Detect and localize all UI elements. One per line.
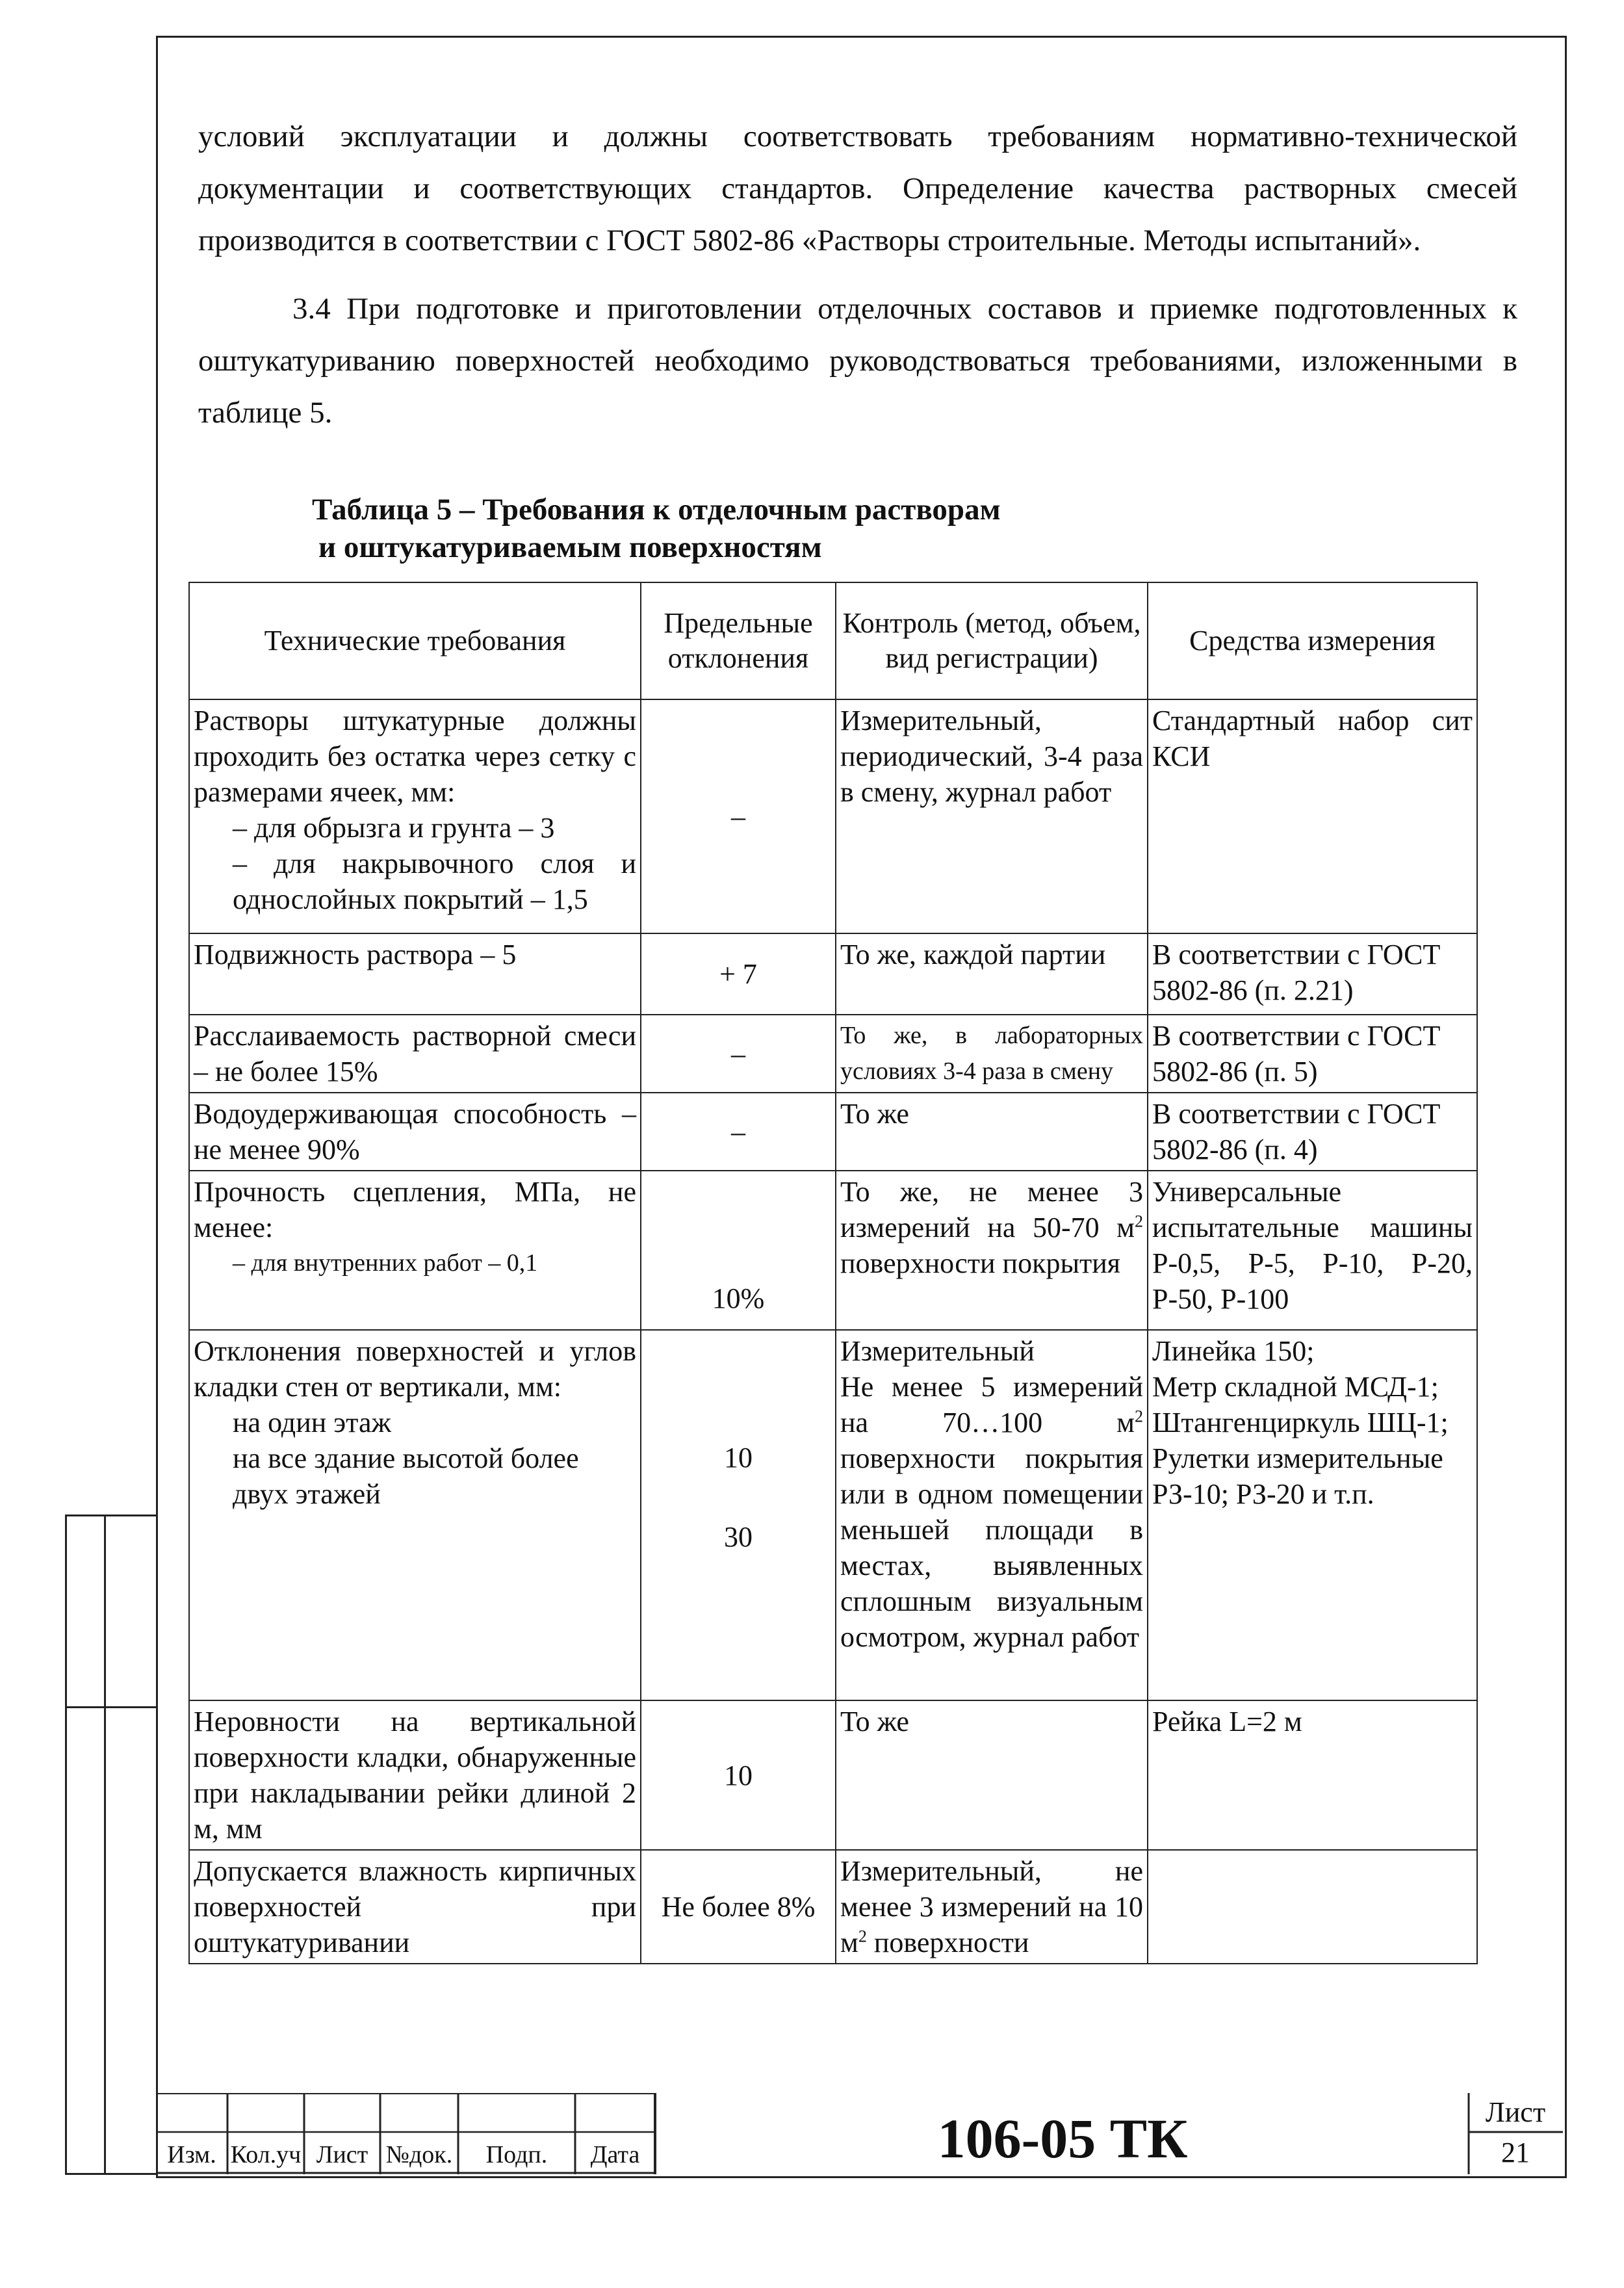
requirement-subitem: – для обрызга и грунта – 3 bbox=[233, 812, 555, 844]
cell-deviation: – bbox=[641, 699, 836, 933]
requirement-subitem: на один этаж bbox=[233, 1407, 391, 1438]
binding-strip-mid bbox=[65, 1706, 156, 1708]
control-text-end: поверхности покрытия или в одном помещении меньшей площади в местах, выявленных сплошным визуальным осмотром, журнал работ bbox=[840, 1442, 1143, 1653]
cell-means: В соответствии с ГОСТ 5802-86 (п. 2.21) bbox=[1148, 933, 1477, 1015]
requirement-text: Растворы штукатурные должны проходить без остатка через сетку с размерами ячеек, мм: bbox=[194, 705, 636, 808]
requirement-text: Прочность сцепления, МПа, не менее: bbox=[194, 1176, 636, 1243]
cell-means bbox=[1148, 1330, 1477, 1700]
table-row bbox=[189, 1093, 1477, 1171]
control-text-end: поверхности bbox=[866, 1927, 1029, 1958]
cell-control bbox=[836, 1330, 1148, 1700]
binding-strip-v1 bbox=[65, 1514, 67, 2174]
binding-strip-bottom bbox=[65, 2173, 156, 2175]
table-row bbox=[189, 1700, 1477, 1850]
cell-control: То же bbox=[836, 1093, 1148, 1171]
cell-requirement bbox=[189, 1330, 641, 1700]
header-means: Средства измерения bbox=[1148, 582, 1477, 699]
cell-deviation bbox=[641, 1330, 836, 1700]
cell-control bbox=[836, 1850, 1148, 1964]
deviation-value: 10 bbox=[724, 1442, 753, 1474]
deviation-value: 10% bbox=[712, 1282, 765, 1314]
means-item: Рулетки измерительные РЗ-10; РЗ-20 и т.п. bbox=[1152, 1442, 1443, 1510]
body-paragraph-1: условий эксплуатации и должны соответствовать требованиям нормативно-технической документации и соответствующих стандартов. Определение качества растворных смесей производится в соответствии с ГОСТ 5802-86 «Растворы строительные. Методы испытаний». bbox=[198, 120, 1517, 257]
cell-means: В соответствии с ГОСТ 5802-86 (п. 5) bbox=[1148, 1015, 1477, 1093]
stamp-label-sheet: Лист bbox=[316, 2141, 368, 2168]
cell-control: То же bbox=[836, 1700, 1148, 1850]
stamp-label-change: Изм. bbox=[167, 2141, 216, 2168]
binding-strip-top bbox=[65, 1514, 156, 1516]
superscript: 2 bbox=[1135, 1407, 1143, 1426]
binding-strip-v2 bbox=[104, 1514, 106, 2174]
body-paragraph-2: 3.4 При подготовке и приготовлении отделочных составов и приемке подготовленных к оштукатуриванию поверхностей необходимо руководствоваться требованиями, изложенными в таблице 5. bbox=[198, 292, 1517, 430]
header-deviations: Предельные отклонения bbox=[641, 582, 836, 699]
table-row bbox=[189, 933, 1477, 1015]
table-row bbox=[189, 1850, 1477, 1964]
cell-deviation: – bbox=[641, 1015, 836, 1093]
cell-requirement bbox=[189, 1171, 641, 1330]
cell-means bbox=[1148, 1850, 1477, 1964]
deviation-value: 30 bbox=[724, 1521, 753, 1553]
superscript: 2 bbox=[1135, 1212, 1143, 1231]
table-header-row bbox=[189, 582, 1477, 699]
control-text: Не менее 5 измерений на 70…100 м bbox=[840, 1371, 1143, 1438]
table-row bbox=[189, 1171, 1477, 1330]
cell-deviation: + 7 bbox=[641, 933, 836, 1015]
table-row bbox=[189, 699, 1477, 933]
stamp-label-count: Кол.уч bbox=[230, 2141, 302, 2168]
means-item: Штангенциркуль ШЦ-1; bbox=[1152, 1407, 1449, 1438]
sheet-number: 21 bbox=[1501, 2137, 1530, 2168]
stamp-label-docnum: №док. bbox=[385, 2141, 453, 2168]
document-code: 106-05 ТК bbox=[937, 2107, 1188, 2170]
cell-control: То же, в лабораторных условиях 3-4 раза в смену bbox=[836, 1015, 1148, 1093]
sheet-label: Лист bbox=[1485, 2096, 1546, 2128]
control-text-end: поверхности покрытия bbox=[840, 1247, 1121, 1279]
requirement-subitem: – для накрывочного слоя и однослойных покрытий – 1,5 bbox=[233, 848, 636, 915]
cell-requirement: Водоудерживающая способность – не менее 90% bbox=[189, 1093, 641, 1171]
cell-control: То же, каждой партии bbox=[836, 933, 1148, 1015]
cell-requirement: Допускается влажность кирпичных поверхностей при оштукатуривании bbox=[189, 1850, 641, 1964]
requirement-subitem: – для внутренних работ – 0,1 bbox=[233, 1249, 538, 1277]
cell-means: В соответствии с ГОСТ 5802-86 (п. 4) bbox=[1148, 1093, 1477, 1171]
requirement-text: Отклонения поверхностей и углов кладки стен от вертикали, мм: bbox=[194, 1335, 636, 1403]
cell-deviation: 10 bbox=[641, 1700, 836, 1850]
cell-deviation: – bbox=[641, 1093, 836, 1171]
cell-control: Измерительный, периодический, 3-4 раза в смену, журнал работ bbox=[836, 699, 1148, 933]
table-row bbox=[189, 1330, 1477, 1700]
cell-deviation: Не более 8% bbox=[641, 1850, 836, 1964]
header-control: Контроль (метод, объем, вид регистрации) bbox=[836, 582, 1148, 699]
table-caption-line-2: и оштукатуриваемым поверхностям bbox=[318, 530, 822, 564]
superscript: 2 bbox=[858, 1927, 867, 1946]
cell-means: Рейка L=2 м bbox=[1148, 1700, 1477, 1850]
header-requirements: Технические требования bbox=[189, 582, 641, 699]
control-heading: Измерительный bbox=[840, 1335, 1035, 1367]
cell-requirement: Расслаиваемость растворной смеси – не более 15% bbox=[189, 1015, 641, 1093]
table-caption-line-1: Таблица 5 – Требования к отделочным растворам bbox=[312, 493, 1001, 526]
means-item: Метр складной МСД-1; bbox=[1152, 1371, 1439, 1403]
requirement-subitem: на все здание высотой более двух этажей bbox=[233, 1442, 579, 1510]
control-text: Измерительный, не менее 3 измерений на 10 м bbox=[840, 1855, 1143, 1958]
table-caption bbox=[312, 491, 1001, 566]
cell-means: Универсальные испытательные машины Р-0,5, Р-5, Р-10, Р-20, Р-50, Р-100 bbox=[1148, 1171, 1477, 1330]
cell-means: Стандартный набор сит КСИ bbox=[1148, 699, 1477, 933]
requirements-table-wrap bbox=[188, 582, 1476, 1964]
stamp-label-date: Дата bbox=[590, 2141, 640, 2168]
means-item: Линейка 150; bbox=[1152, 1335, 1315, 1367]
requirements-table bbox=[188, 582, 1478, 1964]
cell-control bbox=[836, 1171, 1148, 1330]
stamp-label-signature: Подп. bbox=[485, 2141, 548, 2168]
control-text: То же, не менее 3 измерений на 50-70 м bbox=[840, 1176, 1143, 1243]
cell-requirement bbox=[189, 699, 641, 933]
cell-deviation bbox=[641, 1171, 836, 1330]
table-row bbox=[189, 1015, 1477, 1093]
cell-requirement: Неровности на вертикальной поверхности кладки, обнаруженные при накладывании рейки длиной 2 м, мм bbox=[189, 1700, 641, 1850]
cell-requirement: Подвижность раствора – 5 bbox=[189, 933, 641, 1015]
